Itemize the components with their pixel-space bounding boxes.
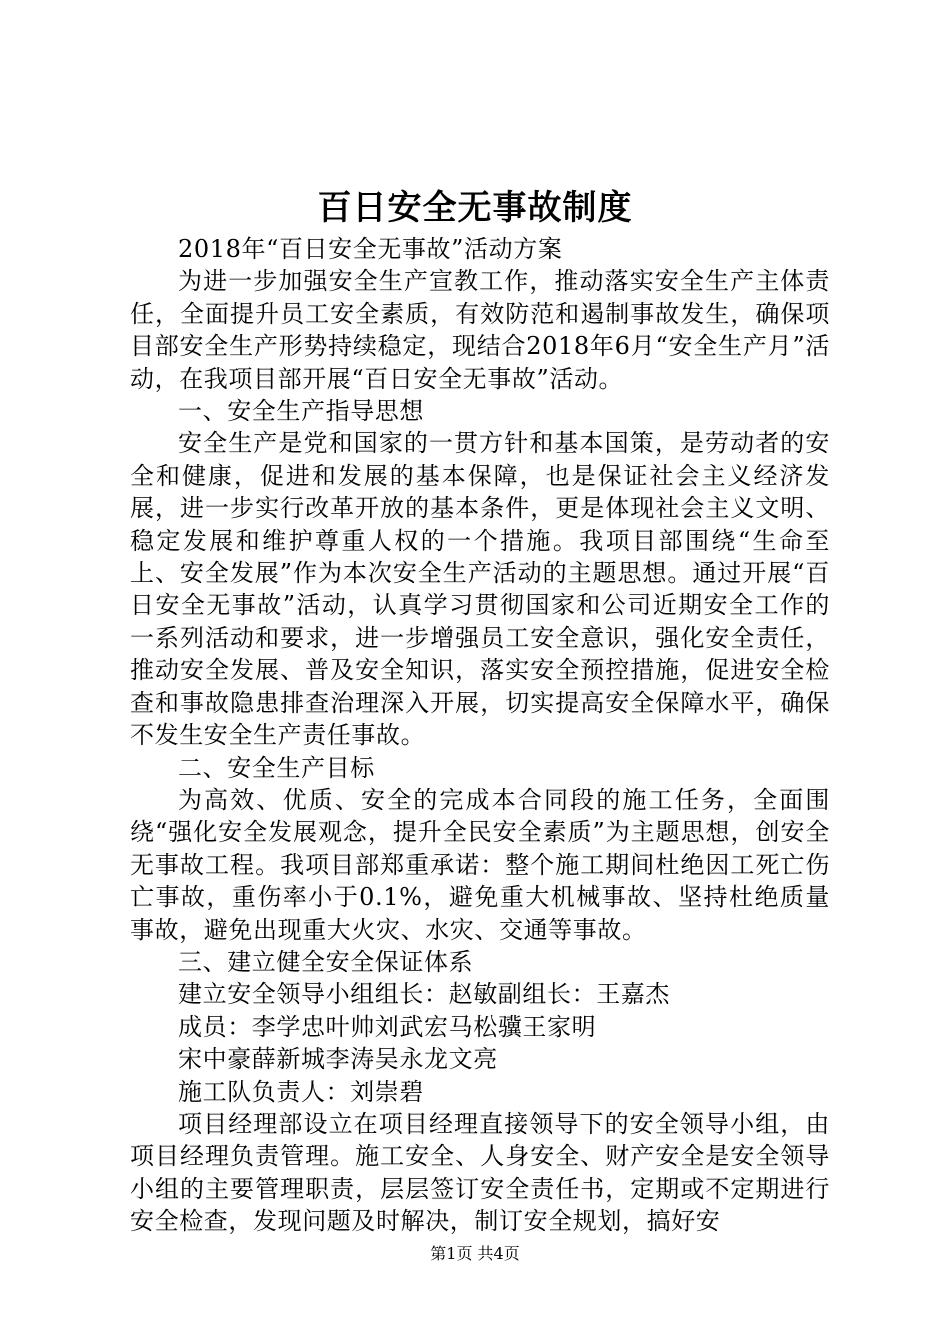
leadership-line: 建立安全领导小组组长：赵敏副组长：王嘉杰 — [178, 980, 670, 1009]
section-heading-guiding-ideology: 一、安全生产指导思想 — [178, 397, 424, 426]
section-heading-safety-goals: 二、安全生产目标 — [178, 753, 375, 782]
intro-paragraph: 为进一步加强安全生产宣教工作，推动落实安全生产主体责任，全面提升员工安全素质，有效防范和遏制事故发生，确保项目部安全生产形势持续稳定，现结合2018年6月“安全生产月”活动，在我项目部开展“百日安全无事故”活动。 — [130, 267, 830, 393]
plan-subtitle: 2018年“百日安全无事故”活动方案 — [178, 235, 563, 263]
guiding-ideology-paragraph: 安全生产是党和国家的一贯方针和基本国策，是劳动者的安全和健康，促进和发展的基本保障，也是保证社会主义经济发展，进一步实行改革开放的基本条件，更是体现社会主义文明、稳定发展和维护尊重人权的一个措施。我项目部围绕“生命至上、安全发展”作为本次安全生产活动的主题思想。通过开展“百日安全无事故”活动，认真学习贯彻国家和公司近期安全工作的一系列活动和要求，进一步增强员工安全意识，强化安全责任，推动安全发展、普及安全知识，落实安全预控措施，促进安全检查和事故隐患排查治理深入开展，切实提高安全保障水平，确保不发生安全生产责任事故。 — [130, 429, 830, 750]
team-leader-line: 施工队负责人：刘崇碧 — [178, 1077, 424, 1106]
document-title: 百日安全无事故制度 — [317, 188, 633, 228]
members-line: 成员：李学忠叶帅刘武宏马松骥王家明 — [178, 1012, 597, 1041]
page-number-footer: 第1页 共4页 — [430, 1244, 520, 1263]
document-body — [130, 233, 830, 1238]
management-paragraph: 项目经理部设立在项目经理直接领导下的安全领导小组，由项目经理负责管理。施工安全、人身安全、财产安全是安全领导小组的主要管理职责，层层签订安全责任书，定期或不定期进行安全检查，发现问题及时解决，制订安全规划，搞好安 — [130, 1109, 830, 1236]
safety-goals-paragraph: 为高效、优质、安全的完成本合同段的施工任务，全面围绕“强化安全发展观念，提升全民安全素质”为主题思想，创安全无事故工程。我项目部郑重承诺：整个施工期间杜绝因工死亡伤亡事故，重伤率小于0.1%，避免重大机械事故、坚持杜绝质量事故，避免出现重大火灾、水灾、交通等事故。 — [130, 785, 830, 944]
members-line-continued: 宋中豪薛新城李涛吴永龙文亮 — [178, 1045, 498, 1074]
section-heading-safety-system: 三、建立健全安全保证体系 — [178, 947, 474, 976]
